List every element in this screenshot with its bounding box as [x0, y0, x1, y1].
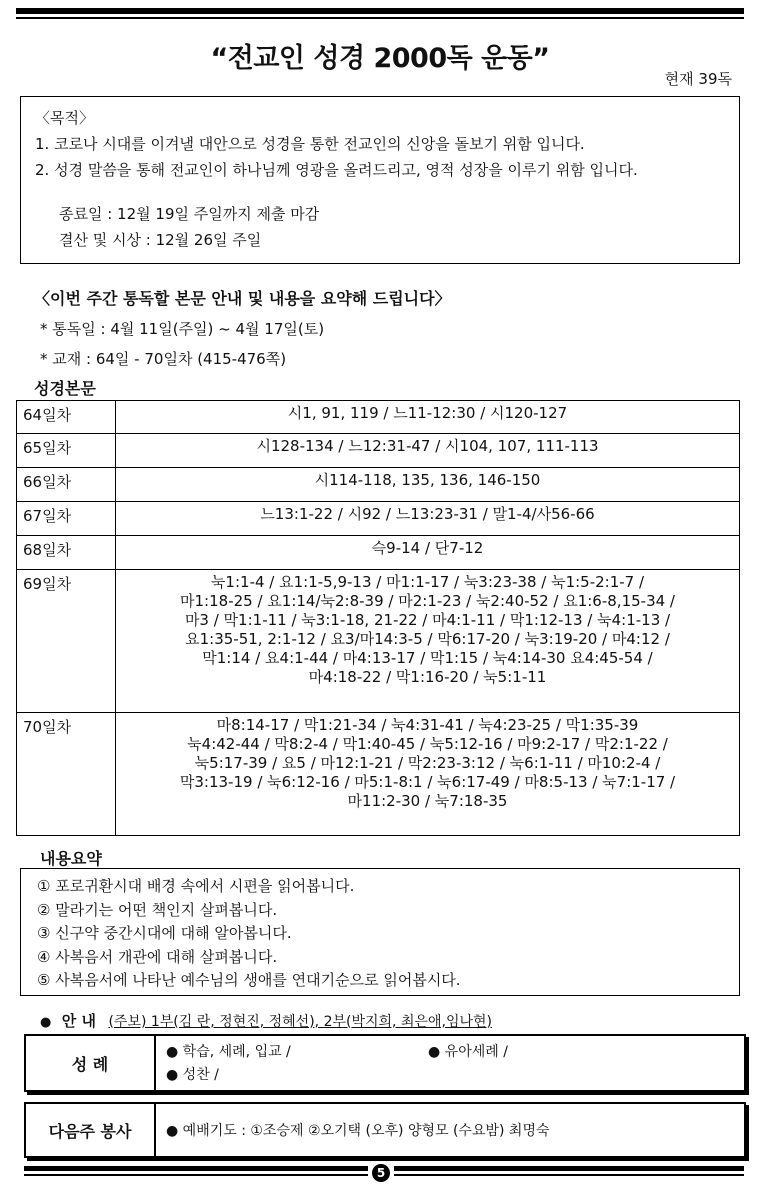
summary-item: ① 포로귀환시대 배경 속에서 시편을 읽어봅니다.	[37, 877, 355, 895]
next-service-content	[156, 1104, 744, 1156]
sacrament-item-baptism: ● 학습, 세례, 입교 /	[166, 1044, 291, 1060]
weekly-heading: 〈이번 주간 통독할 본문 안내 및 내용을 요약해 드립니다〉	[34, 289, 451, 308]
summary-item: ⑤ 사복음서에 나타난 예수님의 생애를 연대기순으로 읽어봅시다.	[37, 971, 461, 989]
reference-cell: 느13:1-22 / 시92 / 느13:23-31 / 말1-4/사56-66	[116, 502, 740, 536]
notice-label: 안 내	[61, 1012, 96, 1030]
page-title: “전교인 성경 2000독 운동”	[210, 43, 550, 74]
purpose-heading: 〈목적〉	[35, 109, 94, 127]
next-service-box	[24, 1102, 746, 1158]
page-number: 5	[372, 1164, 390, 1182]
reading-material: * 교재 : 64일 - 70일차 (415-476쪽)	[40, 350, 287, 368]
reference-cell: 마8:14-17 / 막1:21-34 / 눅4:31-41 / 눅4:23-25 / 막1:35-39 눅4:42-44 / 막8:2-4 / 막1:40-45 / 눅5:12-16 / 마9:2-17 / 막2:1-22 / 눅5:17-39 / 요5 / 마12:1-21 / 막2:23-3:12 / 눅6:1-11 / 마10:2-4 / 막3:13-19 / 눅6:12-16 / 마5:1-8:1 / 눅6:17-49 / 마8:5-13 / 눅7:1-17 / 마11:2-30 / 눅7:18-35	[116, 713, 740, 836]
day-cell: 70일차	[17, 713, 116, 836]
day-cell: 64일차	[17, 401, 116, 434]
bible-reading-table	[16, 400, 740, 836]
top-rule-thin	[16, 17, 744, 19]
table-heading: 성경본문	[34, 379, 96, 398]
award-text: 결산 및 시상 : 12월 26일 주일	[59, 231, 262, 249]
sacraments-content	[156, 1036, 744, 1090]
reference-cell: 시1, 91, 119 / 느11-12:30 / 시120-127	[116, 401, 740, 434]
reading-count: 현재 39독	[664, 70, 732, 88]
bullet-icon: ●	[40, 1015, 52, 1030]
table-row	[17, 468, 740, 502]
sacrament-item-infant-baptism: ● 유아세례 /	[428, 1044, 508, 1060]
summary-item: ② 말라기는 어떤 책인지 살펴봅니다.	[37, 900, 278, 919]
summary-heading: 내용요약	[40, 849, 102, 868]
day-cell: 67일차	[17, 502, 116, 536]
table-row	[17, 570, 740, 713]
day-cell: 66일차	[17, 468, 116, 502]
reading-period: * 통독일 : 4월 11일(주일) ~ 4월 17일(토)	[40, 320, 325, 338]
sacraments-label: 성 례	[26, 1036, 156, 1090]
sacraments-box	[24, 1034, 746, 1092]
purpose-item-1: 1. 코로나 시대를 이겨낼 대안으로 성경을 통한 전교인의 신앙을 돌보기 위함 입니다.	[35, 135, 585, 153]
deadline-text: 종료일 : 12월 19일 주일까지 제출 마감	[59, 205, 320, 223]
table-row	[17, 536, 740, 570]
footer-rule-right-thin	[394, 1174, 744, 1176]
footer-rule-left-thick	[24, 1166, 368, 1171]
table-row	[17, 502, 740, 536]
summary-item: ③ 신구약 중간시대에 대해 알아봅니다.	[37, 924, 292, 942]
reference-cell: 시128-134 / 느12:31-47 / 시104, 107, 111-113	[116, 434, 740, 468]
table-row	[17, 713, 740, 836]
reference-cell: 눅1:1-4 / 요1:1-5,9-13 / 마1:1-17 / 눅3:23-38 / 눅1:5-2:1-7 / 마1:18-25 / 요1:14/눅2:8-39 / 마2:1-23 / 눅2:40-52 / 요1:6-8,15-34 / 마3 / 막1:1-11 / 눅3:1-18, 21-22 / 마4:1-11 / 막1:12-13 / 눅4:1-13 / 요1:35-51, 2:1-12 / 요3/마14:3-5 / 막6:17-20 / 눅3:19-20 / 마4:12 / 막1:14 / 요4:1-44 / 마4:13-17 / 막1:15 / 눅4:14-30 요4:45-54 / 마4:18-22 / 막1:16-20 / 눅5:1-11	[116, 570, 740, 713]
reference-cell: 슥9-14 / 단7-12	[116, 536, 740, 570]
day-cell: 65일차	[17, 434, 116, 468]
notice-detail: (주보) 1부(김 란, 정현진, 정혜선), 2부(박지희, 최은애,임나현)	[108, 1014, 492, 1030]
footer-rule-left-thin	[24, 1174, 368, 1176]
table-row	[17, 401, 740, 434]
next-service-label: 다음주 봉사	[26, 1104, 156, 1156]
day-cell: 69일차	[17, 570, 116, 713]
sacrament-item-communion: ● 성찬 /	[166, 1067, 219, 1083]
top-rule-thick	[16, 8, 744, 14]
summary-item: ④ 사복음서 개관에 대해 살펴봅니다.	[37, 947, 278, 966]
reference-cell: 시114-118, 135, 136, 146-150	[116, 468, 740, 502]
next-service-text: ● 예배기도 : ①조승제 ②오기택 (오후) 양형모 (수요밤) 최명숙	[166, 1123, 550, 1139]
footer-rule-right-thick	[394, 1166, 744, 1171]
notice-line	[40, 1010, 492, 1031]
purpose-box	[20, 96, 740, 264]
purpose-item-2: 2. 성경 말씀을 통해 전교인이 하나님께 영광을 올려드리고, 영적 성장을 이루기 위함 입니다.	[35, 161, 638, 179]
summary-box	[20, 868, 740, 996]
table-row	[17, 434, 740, 468]
day-cell: 68일차	[17, 536, 116, 570]
